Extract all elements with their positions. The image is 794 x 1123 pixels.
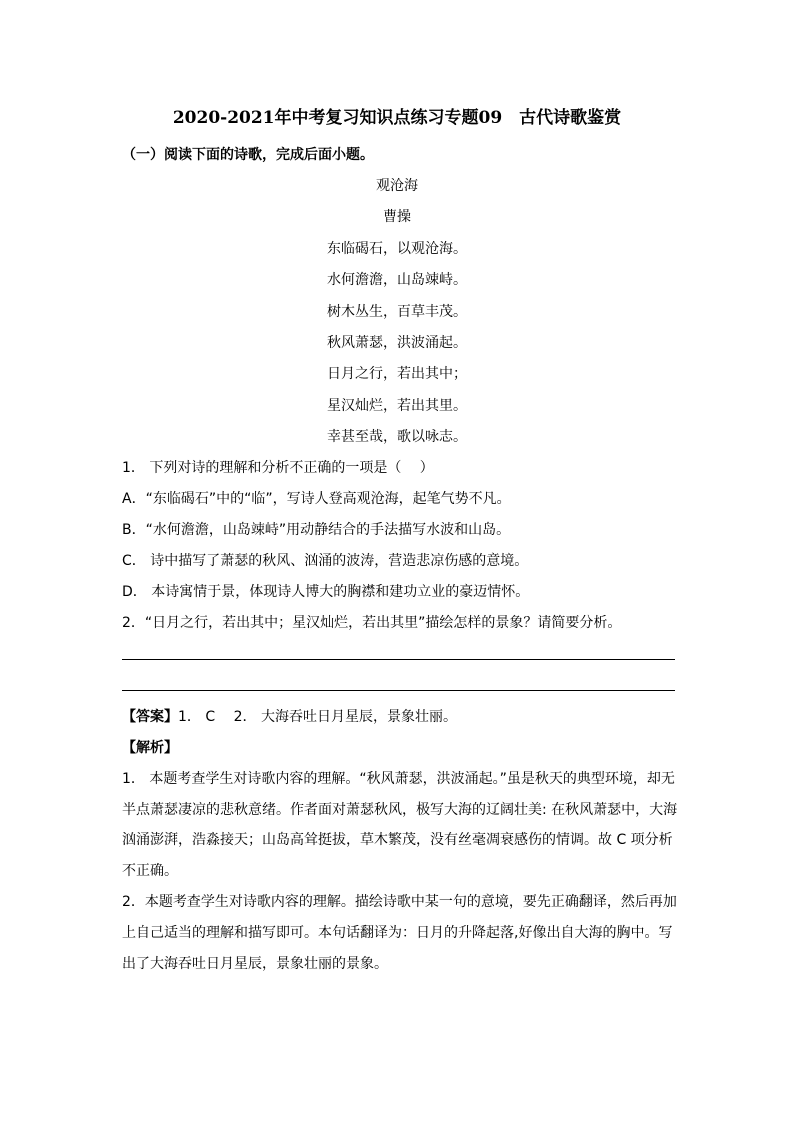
question-1-option-b: B．“水何澹澹，山岛竦峙”用动静结合的手法描写水波和山岛。 [122, 522, 511, 538]
answer-blank-line [122, 690, 675, 691]
analysis-line: 汹涌澎湃，浩淼接天；山岛高耸挺拔，草木繁茂，没有丝毫凋衰感伤的情调。故 C 项分析 [122, 832, 673, 848]
poem-line: 东临碣石，以观沧海。 [327, 241, 467, 257]
answer-label: 【答案】 [122, 709, 178, 725]
question-1-stem: 1． 下列对诗的理解和分析不正确的一项是（ ） [122, 460, 434, 476]
poem-line: 日月之行，若出其中； [327, 366, 467, 382]
analysis-line: 上自己适当的理解和描写即可。本句话翻译为：日月的升降起落,好像出自大海的胸中。写 [122, 925, 673, 941]
section-heading: （一）阅读下面的诗歌，完成后面小题。 [122, 147, 374, 163]
question-1-option-a: A．“东临碣石”中的“临”，写诗人登高观沧海，起笔气势不凡。 [122, 491, 511, 507]
question-2-stem: 2．“日月之行，若出其中；星汉灿烂，若出其里”描绘怎样的景象？请简要分析。 [122, 615, 622, 631]
analysis-line: 不正确。 [122, 863, 178, 879]
poem-line: 幸甚至哉，歌以咏志。 [327, 429, 467, 445]
analysis-line: 出了大海吞吐日月星辰，景象壮丽的景象。 [122, 956, 388, 972]
poem-line: 水何澹澹，山岛竦峙。 [327, 272, 467, 288]
answer-blank-line [122, 659, 675, 660]
poem-line: 树木丛生，百草丰茂。 [327, 304, 467, 320]
poem-line: 秋风萧瑟，洪波涌起。 [327, 335, 467, 351]
document-title: 2020-2021年中考复习知识点练习专题09 古代诗歌鉴赏 [172, 108, 622, 128]
analysis-line: 1． 本题考查学生对诗歌内容的理解。“秋风萧瑟，洪波涌起。”虽是秋天的典型环境，却无 [122, 771, 675, 787]
answer-row [122, 706, 457, 728]
poem-line: 星汉灿烂，若出其里。 [327, 398, 467, 414]
poem-title: 观沧海 [376, 178, 418, 194]
question-1-option-d: D． 本诗寓情于景，体现诗人博大的胸襟和建功立业的豪迈情怀。 [122, 584, 530, 600]
analysis-line: 2．本题考查学生对诗歌内容的理解。描绘诗歌中某一句的意境，要先正确翻译，然后再加 [122, 894, 677, 910]
analysis-line: 半点萧瑟凄凉的悲秋意绪。作者面对萧瑟秋风，极写大海的辽阔壮美: 在秋风萧瑟中，大海 [122, 802, 678, 818]
question-1-option-c: C． 诗中描写了萧瑟的秋风、汹涌的波涛，营造悲凉伤感的意境。 [122, 553, 529, 569]
answer-text: 1． C 2． 大海吞吐日月星辰，景象壮丽。 [178, 709, 457, 725]
analysis-label: 【解析】 [122, 740, 178, 756]
poem-author: 曹操 [383, 209, 411, 225]
